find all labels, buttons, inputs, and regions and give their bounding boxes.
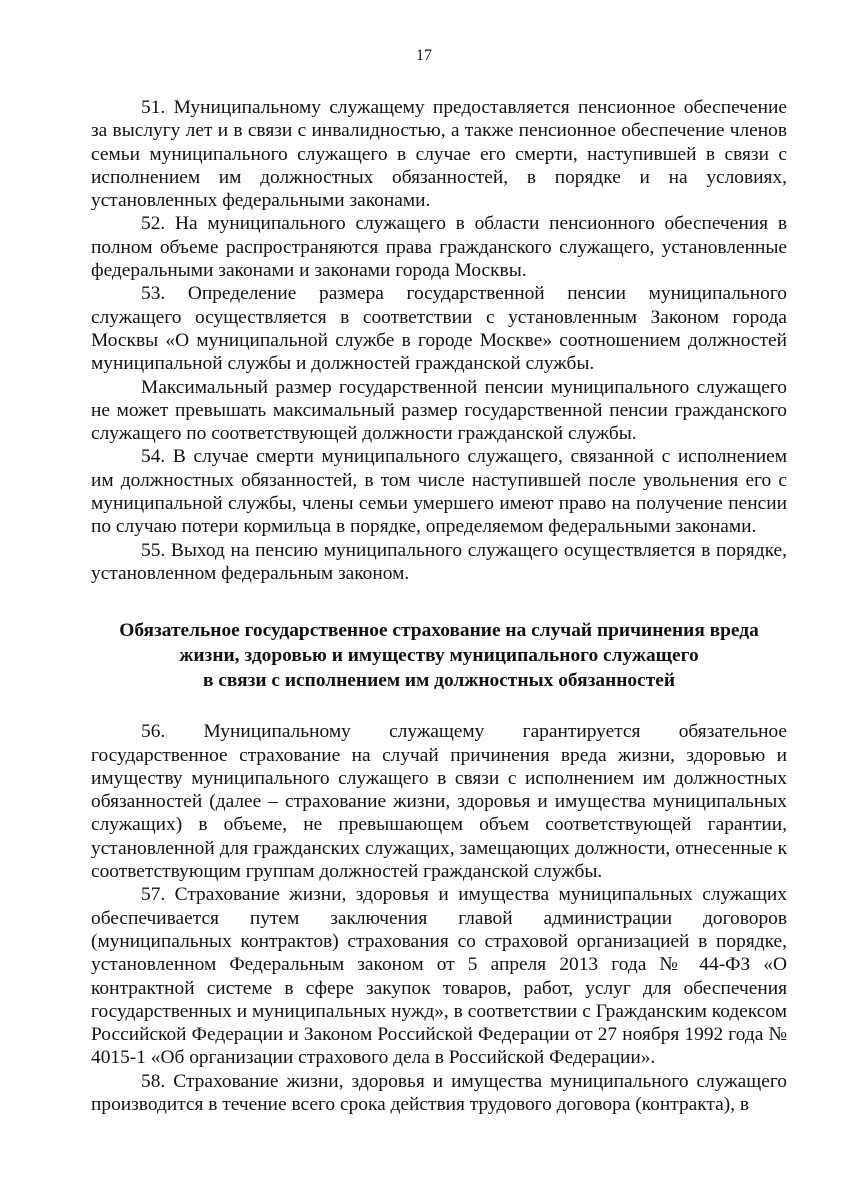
paragraph-56: 56. Муниципальному служащему гарантируется обязательное государственное страхование на случай причинения вреда жизни, здоровью и имуществу муниципального служащего в связи с исполнением им должностных обязанностей (далее – страхование жизни, здоровья и имущества муниципальных служащих) в объеме, не превышающем объем соответствующей гарантии, установленной для гражданских служащих, замещающих должности, отнесенные к соответствующим группам должностей гражданской службы. <box>91 721 787 883</box>
section-heading <box>91 618 787 693</box>
section-heading-line: в связи с исполнением им должностных обязанностей <box>202 670 676 692</box>
document-body <box>91 96 787 1116</box>
section-heading-line: жизни, здоровью и имуществу муниципального служащего <box>179 645 699 667</box>
paragraph-53-max-pension: Максимальный размер государственной пенсии муниципального служащего не может превышать максимальный размер государственной пенсии гражданского служащего по соответствующей должности гражданской службы. <box>91 376 787 445</box>
paragraph-55: 55. Выход на пенсию муниципального служащего осуществляется в порядке, установленном федеральным законом. <box>91 539 787 584</box>
paragraph-53: 53. Определение размера государственной пенсии муниципального служащего осуществляется в соответствии с установленным Законом города Москвы «О муниципальной службе в городе Москве» соотношением должностей муниципальной службы и должностей гражданской службы. <box>91 283 787 375</box>
paragraph-54: 54. В случае смерти муниципального служащего, связанной с исполнением им должностных обязанностей, в том числе наступившей после увольнения его с муниципальной службы, члены семьи умершего имеют право на получение пенсии по случаю потери кормильца в порядке, определяемом федеральными законами. <box>91 446 787 538</box>
paragraph-52: 52. На муниципального служащего в области пенсионного обеспечения в полном объеме распространяются права гражданского служащего, установленные федеральными законами и законами города Москвы. <box>91 213 787 282</box>
section-heading-line: Обязательное государственное страхование на случай причинения вреда <box>119 620 759 642</box>
paragraph-57: 57. Страхование жизни, здоровья и имущества муниципальных служащих обеспечивается путем заключения главой администрации договоров (муниципальных контрактов) страхования со страховой организацией в порядке, установленном Федеральным законом от 5 апреля 2013 года № 44-ФЗ «О контрактной системе в сфере закупок товаров, работ, услуг для обеспечения государственных и муниципальных нужд», в соответствии с Гражданским кодексом Российской Федерации и Законом Российской Федерации от 27 ноября 1992 года № 4015-1 «Об организации страхового дела в Российской Федерации». <box>91 884 787 1069</box>
paragraph-58: 58. Страхование жизни, здоровья и имущества муниципального служащего производится в течение всего срока действия трудового договора (контракта), в <box>91 1070 787 1115</box>
page-number: 17 <box>416 47 432 64</box>
paragraph-51: 51. Муниципальному служащему предоставляется пенсионное обеспечение за выслугу лет и в связи с инвалидностью, а также пенсионное обеспечение членов семьи муниципального служащего в случае его смерти, наступившей в связи с исполнением им должностных обязанностей, в порядке и на условиях, установленных федеральными законами. <box>91 97 787 212</box>
